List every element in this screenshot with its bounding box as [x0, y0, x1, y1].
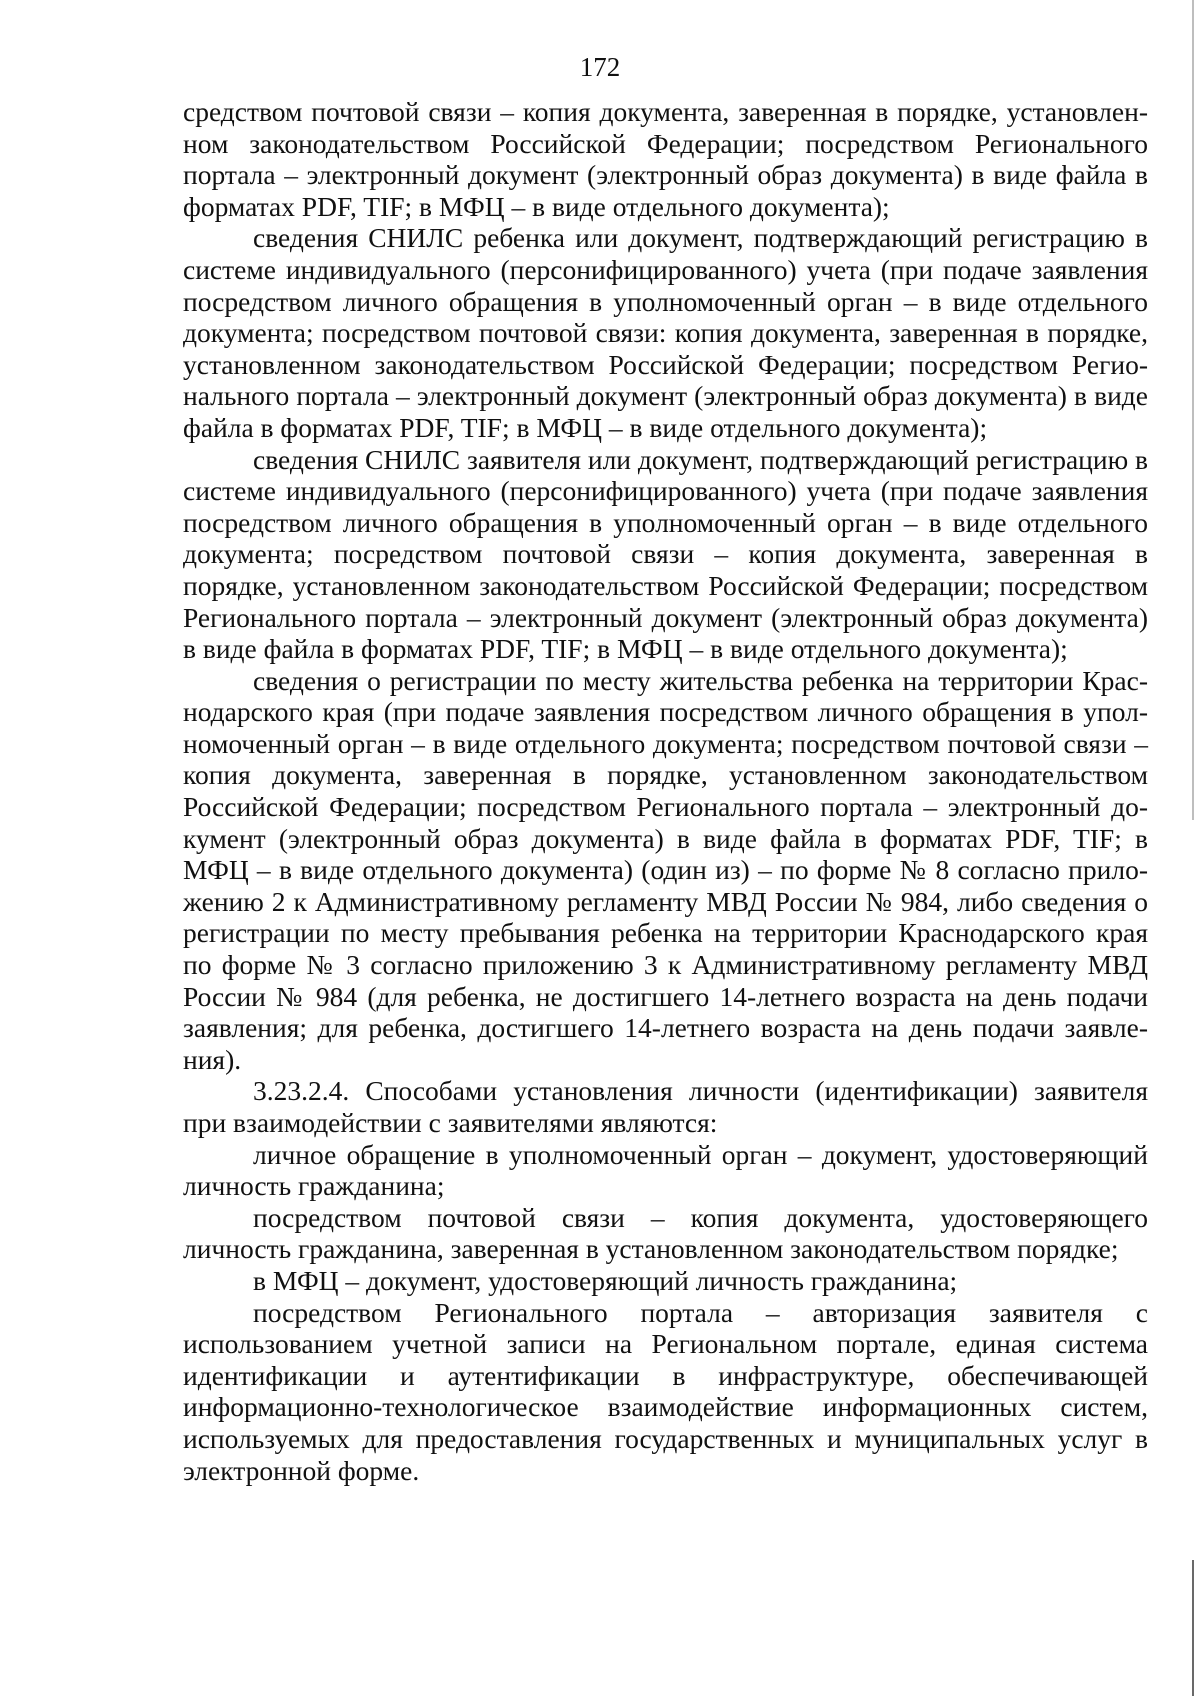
paragraph-7: посредством почтовой связи – копия документа, удостоверяющего личность гражданина, заверенная в установленном законодательством порядке;: [183, 1201, 1148, 1265]
paragraph-3: сведения СНИЛС заявителя или документ, подтверждающий регистрацию в системе индивидуального (персонифицированного) учета (при подаче заявления посредством личного обращения в уполномоченный орган – в виде отдельного документа; посредством почтовой связи – копия документа, заверенная в порядке, установленном законодательством Российской Федерации; посредством Регионального портала – электронный документ (электронный образ документа) в виде файла в форматах PDF, TIF; в МФЦ – в виде отдельного документа);: [183, 443, 1148, 665]
page-number: 172: [579, 52, 621, 82]
scan-edge-line-lower: [1192, 1560, 1194, 1696]
paragraph-9: посредством Регионального портала – авторизация заявителя с использованием учетной записи на Региональном портале, единая система идентификации и аутентификации в инфраструктуре, обеспечивающей информационно-технологическое взаимодействие информационных систем, используемых для предоставления государственных и муниципальных услуг в электронной форме.: [183, 1296, 1148, 1486]
document-body: [183, 96, 1148, 1486]
paragraph-4: сведения о регистрации по месту жительства ребенка на территории Краснодарского края (при подаче заявления посредством личного обращения в уполномоченный орган – в виде отдельного документа; посредством почтовой связи – копия документа, заверенная в порядке, установленном законодательством Российской Федерации; посредством Регионального портала – электронный документ (электронный образ документа) в виде файла в форматах PDF, TIF; в МФЦ – в виде отдельного документа) (один из) – по форме № 8 согласно приложению 2 к Административному регламенту МВД России № 984, либо сведения о регистрации по месту пребывания ребенка на территории Краснодарского края по форме № 3 согласно приложению 3 к Административному регламенту МВД России № 984 (для ребенка, не достигшего 14-летнего возраста на день подачи заявления; для ребенка, достигшего 14-летнего возраста на день подачи заявления).: [183, 664, 1148, 1075]
paragraph-8: в МФЦ – документ, удостоверяющий личность гражданина;: [253, 1264, 958, 1296]
paragraph-6: личное обращение в уполномоченный орган – документ, удостоверяющий личность гражданина;: [183, 1138, 1148, 1202]
paragraph-1: средством почтовой связи – копия документа, заверенная в порядке, установленном законодательством Российской Федерации; посредством Регионального портала – электронный документ (электронный образ документа) в виде файла в форматах PDF, TIF; в МФЦ – в виде отдельного документа);: [183, 96, 1148, 222]
scan-edge-line-upper: [1192, 0, 1194, 820]
paragraph-2: сведения СНИЛС ребенка или документ, подтверждающий регистрацию в системе индивидуального (персонифицированного) учета (при подаче заявления посредством личного обращения в уполномоченный орган – в виде отдельного документа; посредством почтовой связи: копия документа, заверенная в порядке, установленном законодательством Российской Федерации; посредством Регионального портала – электронный документ (электронный образ документа) в виде файла в форматах PDF, TIF; в МФЦ – в виде отдельного документа);: [183, 222, 1148, 443]
paragraph-5: 3.23.2.4. Способами установления личности (идентификации) заявителя при взаимодействии с заявителями являются:: [183, 1075, 1148, 1138]
